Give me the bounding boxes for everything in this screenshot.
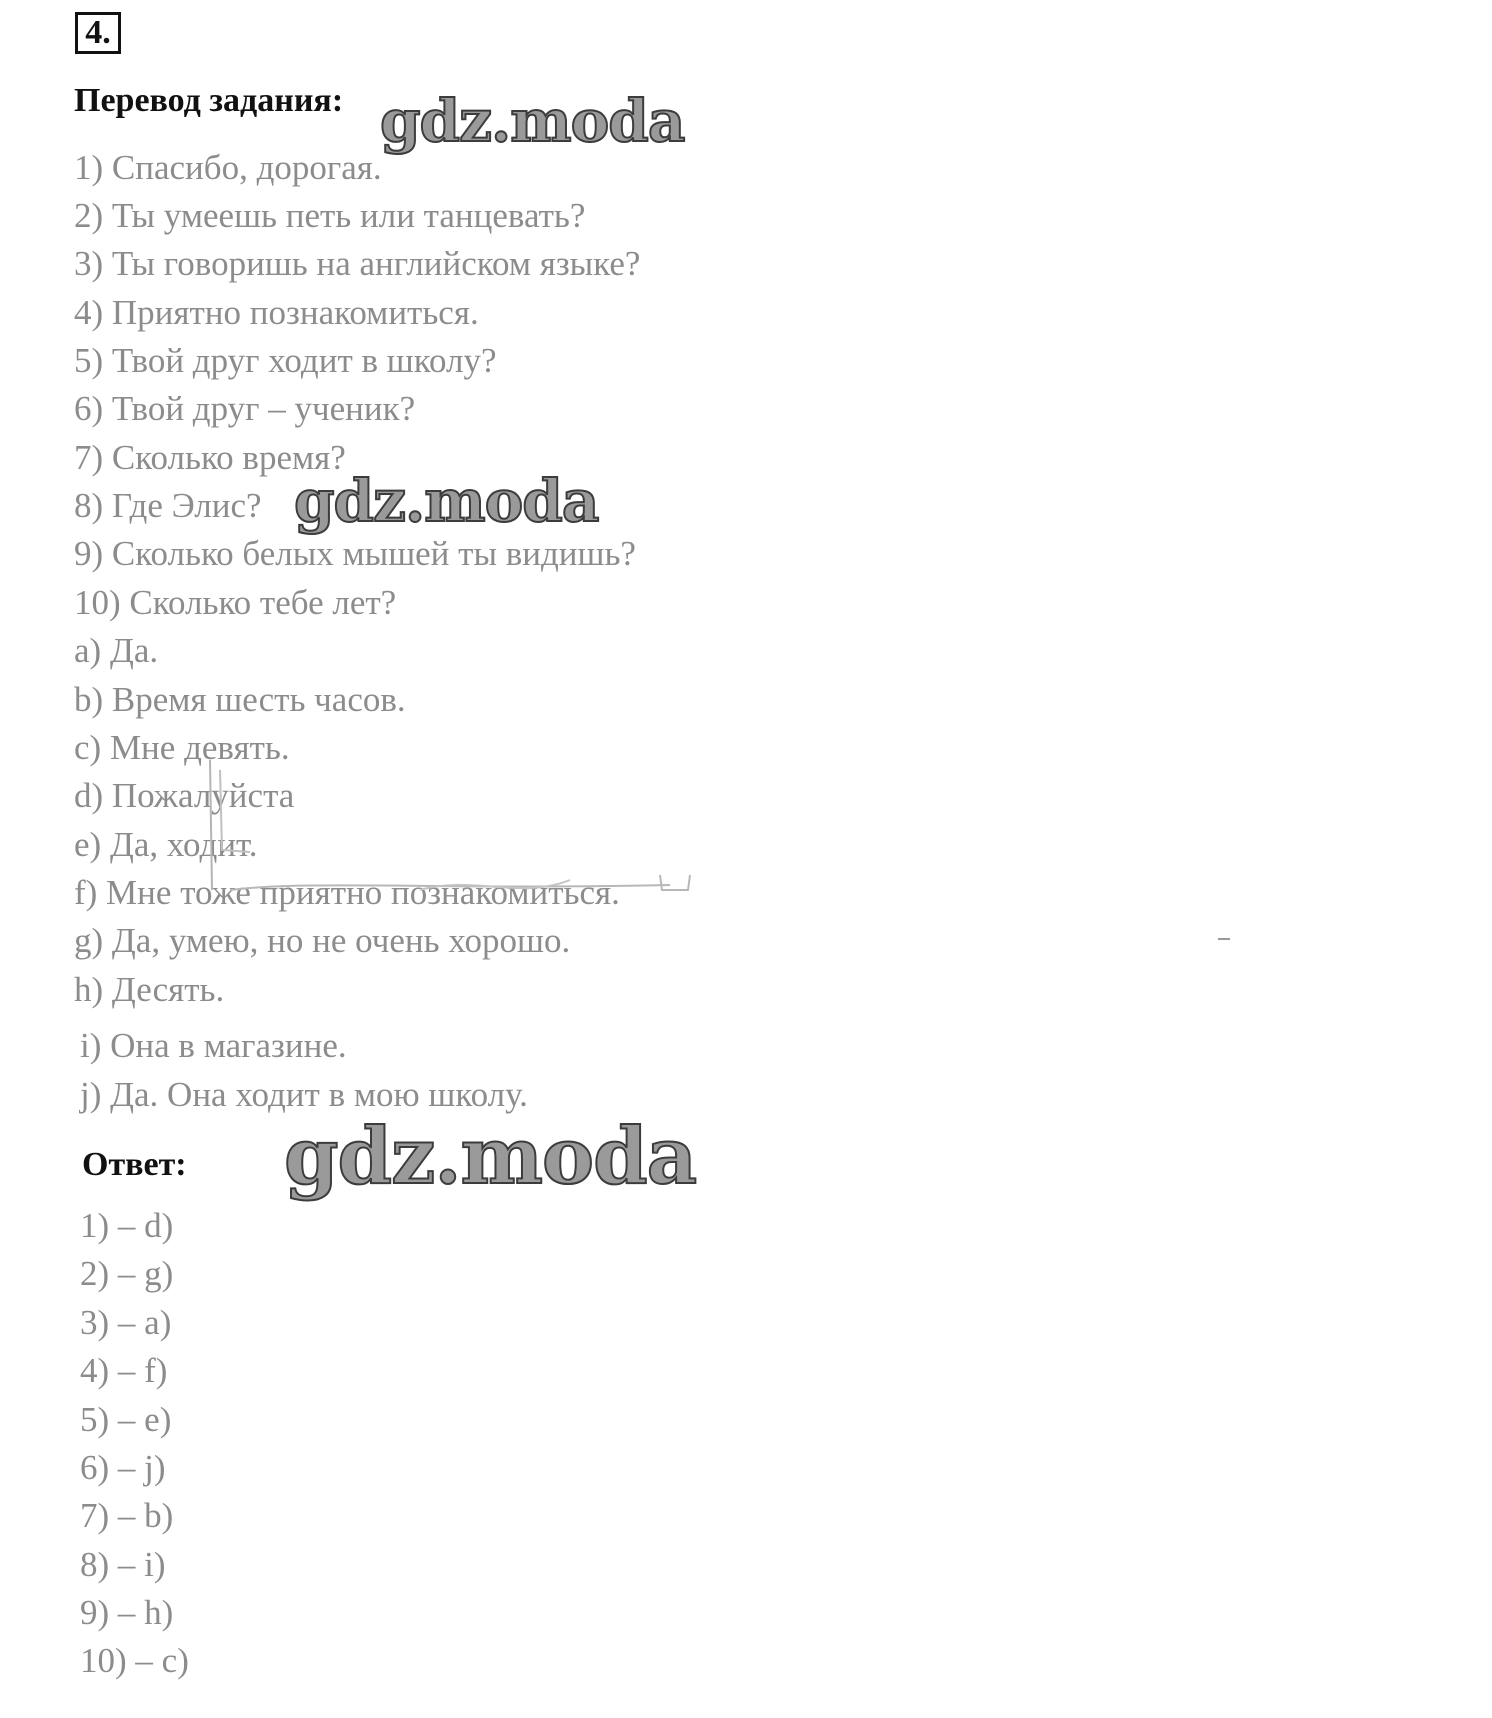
answer-line-2: 2) – g) xyxy=(80,1254,174,1293)
translation-line-a: a) Да. xyxy=(74,631,159,670)
answer-heading: Ответ: xyxy=(82,1146,187,1183)
translation-line-g: g) Да, умею, но не очень хорошо. xyxy=(74,921,571,960)
translation-line-3: 3) Ты говоришь на английском языке? xyxy=(74,244,641,283)
watermark-bottom: gdz.moda xyxy=(284,1111,697,1202)
answer-line-8: 8) – i) xyxy=(80,1545,166,1584)
translation-line-d: d) Пожалуйста xyxy=(74,776,295,815)
answer-line-10: 10) – c) xyxy=(80,1641,189,1680)
answer-line-9: 9) – h) xyxy=(80,1593,174,1632)
translation-line-6: 6) Твой друг – ученик? xyxy=(74,389,416,428)
translation-line-j: j) Да. Она ходит в мою школу. xyxy=(80,1075,528,1114)
stray-dash-mark xyxy=(1218,938,1230,940)
watermark-top: gdz.moda xyxy=(380,87,685,155)
answer-line-3: 3) – a) xyxy=(80,1303,172,1342)
answer-line-5: 5) – e) xyxy=(80,1400,172,1439)
answer-line-7: 7) – b) xyxy=(80,1496,174,1535)
translation-line-e: e) Да, ходит. xyxy=(74,825,258,864)
answer-line-6: 6) – j) xyxy=(80,1448,166,1487)
translation-heading: Перевод задания: xyxy=(74,82,344,119)
translation-line-b: b) Время шесть часов. xyxy=(74,680,406,719)
translation-line-4: 4) Приятно познакомиться. xyxy=(74,293,479,332)
translation-line-2: 2) Ты умеешь петь или танцевать? xyxy=(74,196,586,235)
translation-line-h: h) Десять. xyxy=(74,970,225,1009)
translation-line-7: 7) Сколько время? xyxy=(74,438,346,477)
translation-line-i: i) Она в магазине. xyxy=(80,1026,347,1065)
faint-scribble-marks xyxy=(190,740,710,920)
translation-line-5: 5) Твой друг ходит в школу? xyxy=(74,341,497,380)
watermark-middle: gdz.moda xyxy=(294,467,599,535)
translation-line-c: c) Мне девять. xyxy=(74,728,290,767)
translation-line-9: 9) Сколько белых мышей ты видишь? xyxy=(74,534,636,573)
translation-line-8: 8) Где Элис? xyxy=(74,486,262,525)
translation-line-1: 1) Спасибо, дорогая. xyxy=(74,148,382,187)
translation-line-f: f) Мне тоже приятно познакомиться. xyxy=(74,873,620,912)
task-number: 4. xyxy=(75,12,121,54)
answer-line-1: 1) – d) xyxy=(80,1206,174,1245)
answer-line-4: 4) – f) xyxy=(80,1351,168,1390)
translation-line-10: 10) Сколько тебе лет? xyxy=(74,583,397,622)
